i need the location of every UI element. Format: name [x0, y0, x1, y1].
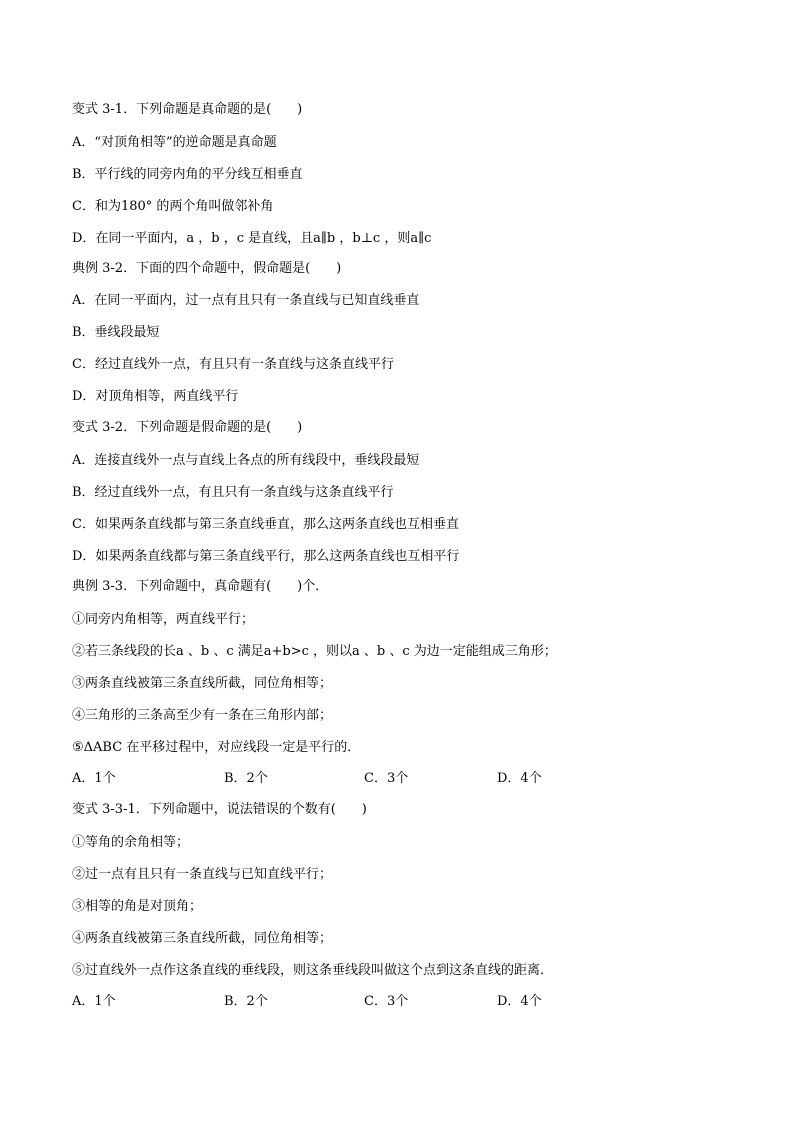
statement-line: ④两条直线被第三条直线所截，同位角相等；	[72, 931, 333, 946]
option-line: A．连接直线外一点与直线上各点的所有线段中，垂线段最短	[72, 453, 420, 468]
option-line: C．和为180° 的两个角叫做邻补角	[72, 199, 274, 214]
question-title: 变式 3-2．下列命题是假命题的是( )	[72, 420, 303, 435]
question-title: 典例 3-2．下面的四个命题中，假命题是( )	[72, 261, 342, 276]
option-line: A．“对顶角相等”的逆命题是真命题	[72, 135, 277, 150]
option-line: A．在同一平面内，过一点有且只有一条直线与已知直线垂直	[72, 293, 420, 308]
option-line: B．平行线的同旁内角的平分线互相垂直	[72, 167, 303, 182]
statement-line: ⑤过直线外一点作这条直线的垂线段，则这条垂线段叫做这个点到这条直线的距离．	[72, 963, 554, 978]
statement-line: ①等角的余角相等；	[72, 835, 190, 850]
statement-line: ②若三条线段的长a 、b 、c 满足a+b>c ，则以a 、b 、c 为边一定能组成三角形；	[72, 644, 557, 659]
statement-line: ①同旁内角相等，两直线平行；	[72, 612, 255, 627]
question-title: 变式 3-1．下列命题是真命题的是( )	[72, 102, 303, 117]
option-line: D．对顶角相等，两直线平行	[72, 389, 239, 404]
option-line: C．经过直线外一点，有且只有一条直线与这条直线平行	[72, 357, 394, 372]
option-line: B．垂线段最短	[72, 325, 160, 340]
answer-option-d: D．4个	[497, 994, 542, 1009]
question-title: 变式 3-3-1．下列命题中，说法错误的个数有( )	[72, 802, 367, 817]
answer-option-a: A．1个	[72, 771, 116, 786]
answer-option-b: B．2个	[224, 994, 268, 1009]
statement-line: ③两条直线被第三条直线所截，同位角相等；	[72, 676, 333, 691]
answer-option-a: A．1个	[72, 994, 116, 1009]
statement-line: ⑤ΔABC 在平移过程中，对应线段一定是平行的．	[72, 740, 361, 755]
statement-line: ④三角形的三条高至少有一条在三角形内部；	[72, 708, 333, 723]
option-line: D．在同一平面内，a ，b ，c 是直线，且a∥b ，b⊥c ，则a∥c	[72, 231, 432, 246]
question-title: 典例 3-3．下列命题中，真命题有( )个．	[72, 579, 329, 594]
option-line: C．如果两条直线都与第三条直线垂直，那么这两条直线也互相垂直	[72, 517, 459, 532]
answer-option-b: B．2个	[224, 771, 268, 786]
answer-option-c: C．3个	[364, 771, 409, 786]
answer-option-c: C．3个	[364, 994, 409, 1009]
answer-option-d: D．4个	[497, 771, 542, 786]
statement-line: ③相等的角是对顶角；	[72, 899, 203, 914]
option-line: D．如果两条直线都与第三条直线平行，那么这两条直线也互相平行	[72, 549, 460, 564]
statement-line: ②过一点有且只有一条直线与已知直线平行；	[72, 867, 333, 882]
option-line: B．经过直线外一点，有且只有一条直线与这条直线平行	[72, 485, 394, 500]
